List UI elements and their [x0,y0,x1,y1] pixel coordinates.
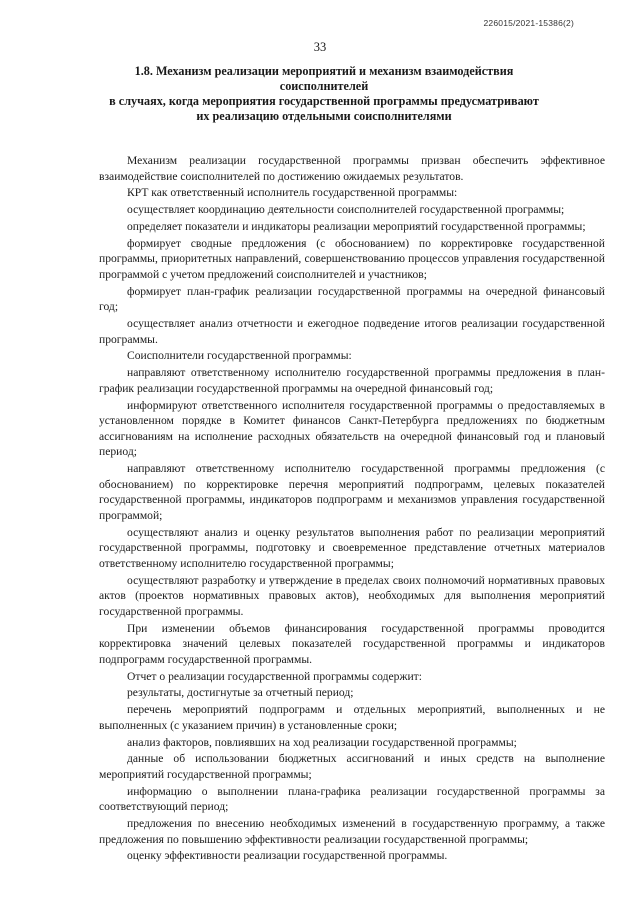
paragraph: формирует сводные предложения (с обоснованием) по корректировке государственной программы, приоритетных направлений, совершенствованию процессов управления государственной программой с учетом предложений соисполнителей и участников; [99,236,605,281]
paragraph: осуществляют анализ и оценку результатов выполнения работ по реализации мероприятий государственной программы, подготовку и своевременное представление отчетных материалов ответственному исполнителю государственной программы; [99,525,605,570]
body-text [99,153,605,865]
paragraph: оценку эффективности реализации государственной программы. [127,849,448,863]
section-heading [96,64,552,124]
paragraph: направляют ответственному исполнителю государственной программы предложения (с обоснованием) по корректировке перечня мероприятий подпрограмм, целевых показателей государственной программы, индикаторов подпрограмм и механизмов управления государственной программой; [99,462,605,522]
paragraph: направляют ответственному исполнителю государственной программы предложения в план-график реализации государственной программы на очередной финансовый год; [99,366,605,395]
paragraph: Отчет о реализации государственной программы содержит: [127,669,422,683]
paragraph: осуществляет анализ отчетности и ежегодное подведение итогов реализации государственной программы. [99,317,605,346]
paragraph: данные об использовании бюджетных ассигнований и иных средств на выполнение мероприятий государственной программы; [99,752,605,781]
paragraph: Механизм реализации государственной программы призван обеспечить эффективное взаимодействие соисполнителей по достижению ожидаемых результатов. [99,154,605,183]
paragraph: осуществляет координацию деятельности соисполнителей государственной программы; [127,203,565,217]
heading-line: их реализацию отдельными соисполнителями [196,109,452,123]
document-id: 226015/2021-15386(2) [483,18,574,28]
paragraph: информацию о выполнении плана-графика реализации государственной программы за соответствующий период; [99,784,605,814]
paragraph: осуществляют разработку и утверждение в пределах своих полномочий нормативных правовых актов (проектов нормативных правовых актов), необходимых для выполнения мероприятий государственной программы. [99,573,605,618]
paragraph: При изменении объемов финансирования государственной программы проводится корректировка значений целевых показателей государственной программы и индикаторов подпрограмм государственной программы. [99,621,605,666]
paragraph: анализ факторов, повлиявших на ход реализации государственной программы; [127,735,517,749]
heading-line: в случаях, когда мероприятия государственной программы предусматривают [109,94,539,108]
heading-line: 1.8. Механизм реализации мероприятий и механизм взаимодействия соисполнителей [134,64,514,93]
paragraph: формирует план-график реализации государственной программы на очередной финансовый год; [99,284,605,314]
paragraph: КРТ как ответственный исполнитель государственной программы: [127,186,458,200]
paragraph: предложения по внесению необходимых изменений в государственную программу, а также предложения по повышению эффективности реализации государственной программы; [99,817,605,846]
paragraph: определяет показатели и индикаторы реализации мероприятий государственной программы; [127,219,586,233]
paragraph: перечень мероприятий подпрограмм и отдельных мероприятий, выполненных и не выполненных (с указанием причин) в установленные сроки; [99,703,605,732]
paragraph: информируют ответственного исполнителя государственной программы о предоставляемых в установленном порядке в Комитет финансов Санкт-Петербурга предложениях по бюджетным ассигнованиям на исполнение расходных обязательств на очередной финансовый год и плановый период; [99,398,605,459]
page-number: 33 [313,40,327,54]
paragraph: Соисполнители государственной программы: [127,349,352,363]
paragraph: результаты, достигнутые за отчетный период; [127,686,354,700]
